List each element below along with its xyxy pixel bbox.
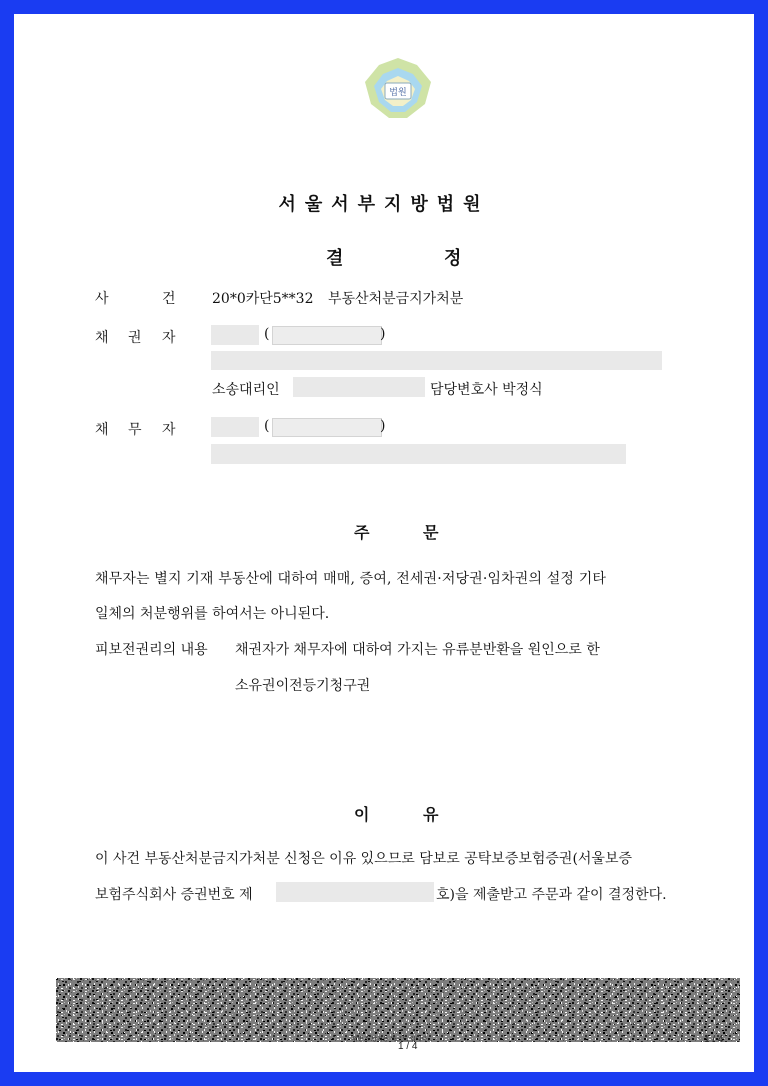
agent-name-redaction — [293, 377, 425, 397]
case-number: 20*0카단5**32 — [212, 291, 314, 307]
order-right-text-2: 소유권이전등기청구권 — [235, 678, 371, 694]
lawyer-text: 담당변호사 박정식 — [430, 382, 543, 398]
creditor-paren-open: ( — [264, 326, 270, 342]
court-name: 서울서부지방법원 — [278, 194, 490, 215]
debtor-label-3: 자 — [162, 422, 176, 438]
debtor-label-1: 채 — [95, 422, 109, 438]
reason-heading-left: 이 — [354, 805, 370, 824]
creditor-name-redaction — [211, 325, 259, 345]
case-name: 부동산처분금지가처분 — [328, 291, 464, 307]
creditor-id-redaction — [272, 326, 382, 345]
creditor-label-1: 채 — [95, 330, 109, 346]
creditor-paren-close: ) — [380, 326, 386, 342]
debtor-name-redaction — [211, 417, 259, 437]
anti-forgery-barcode — [56, 978, 740, 1042]
doc-title-left: 결 — [326, 248, 344, 269]
reason-line-1: 이 사건 부동산처분금지가처분 신청은 이유 있으므로 담보로 공탁보증보험증권(서울보증 — [95, 851, 632, 867]
debtor-paren-open: ( — [264, 418, 270, 434]
reason-heading-right: 유 — [423, 805, 439, 824]
emblem-text: 법원 — [389, 88, 407, 98]
barcode-caption: 위변조 방지용 바코드 입니다. — [352, 1036, 430, 1043]
bond-number-redaction — [276, 882, 434, 902]
creditor-address-redaction — [211, 351, 662, 370]
doc-title-right: 정 — [444, 248, 462, 269]
agent-label: 소송대리인 — [212, 382, 280, 398]
court-emblem — [361, 56, 435, 126]
page-number-right: 1 / 4 — [704, 1034, 724, 1045]
order-heading-left: 주 — [354, 523, 370, 542]
case-label-2: 건 — [162, 291, 176, 307]
debtor-address-redaction — [211, 444, 626, 464]
order-right-label: 피보전권리의 내용 — [95, 642, 208, 658]
page-number-center: 1 / 4 — [398, 1041, 418, 1052]
debtor-id-redaction — [272, 418, 382, 437]
creditor-label-2: 권 — [128, 330, 142, 346]
case-label-1: 사 — [95, 291, 109, 307]
order-line-1: 채무자는 별지 기재 부동산에 대하여 매매, 증여, 전세권·저당권·임차권의 설정 기타 — [95, 571, 607, 587]
order-heading-right: 문 — [423, 523, 439, 542]
reason-line-2b: 호)을 제출받고 주문과 같이 결정한다. — [436, 887, 667, 903]
order-right-text-1: 채권자가 채무자에 대하여 가지는 유류분반환을 원인으로 한 — [235, 642, 600, 658]
document-page — [14, 14, 754, 1072]
order-line-2: 일체의 처분행위를 하여서는 아니된다. — [95, 606, 330, 622]
creditor-label-3: 자 — [162, 330, 176, 346]
debtor-paren-close: ) — [380, 418, 386, 434]
reason-line-2a: 보험주식회사 증권번호 제 — [95, 887, 253, 903]
debtor-label-2: 무 — [128, 422, 142, 438]
